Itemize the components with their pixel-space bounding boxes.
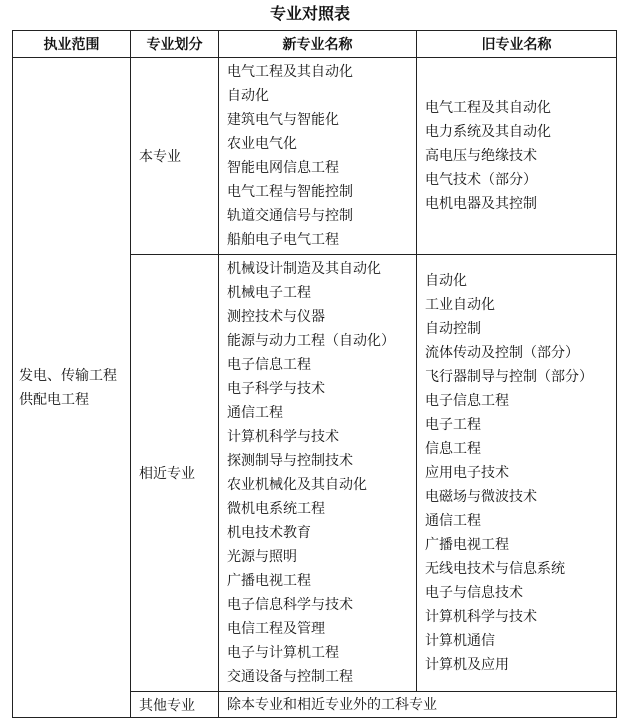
major-name-item: 机电技术教育 xyxy=(227,525,311,541)
major-name-item: 探测制导与控制技术 xyxy=(227,453,353,469)
major-name-item: 信息工程 xyxy=(425,441,481,457)
table-row-same-major xyxy=(13,58,617,255)
major-name-item: 微机电系统工程 xyxy=(227,501,325,517)
new-names-related xyxy=(219,255,417,692)
major-name-item: 建筑电气与智能化 xyxy=(227,112,339,128)
major-name-item: 船舶电子电气工程 xyxy=(227,232,339,248)
major-name-item: 飞行器制导与控制（部分） xyxy=(425,369,593,385)
major-name-item: 智能电网信息工程 xyxy=(227,160,339,176)
major-name-item: 电气工程及其自动化 xyxy=(227,64,353,80)
major-name-item: 自动控制 xyxy=(425,321,481,337)
major-name-item: 测控技术与仪器 xyxy=(227,309,325,325)
major-name-item: 电子工程 xyxy=(425,417,481,433)
major-name-item: 光源与照明 xyxy=(227,549,297,565)
major-name-item: 计算机通信 xyxy=(425,633,495,649)
header-old-name: 旧专业名称 xyxy=(417,31,617,58)
scope-cell xyxy=(13,58,131,718)
header-division: 专业划分 xyxy=(131,31,219,58)
major-name-item: 电力系统及其自动化 xyxy=(425,124,551,140)
major-name-item: 机械电子工程 xyxy=(227,285,311,301)
major-name-item: 电子信息工程 xyxy=(227,357,311,373)
major-name-item: 广播电视工程 xyxy=(227,573,311,589)
new-names-same xyxy=(219,58,417,255)
major-name-item: 农业电气化 xyxy=(227,136,297,152)
major-name-item: 电气技术（部分） xyxy=(425,172,537,188)
major-name-item: 自动化 xyxy=(425,273,467,289)
division-related: 相近专业 xyxy=(131,255,219,692)
major-name-item: 计算机科学与技术 xyxy=(227,429,339,445)
major-name-item: 电子信息科学与技术 xyxy=(227,597,353,613)
major-name-item: 电子信息工程 xyxy=(425,393,509,409)
old-names-related xyxy=(417,255,617,692)
division-same: 本专业 xyxy=(131,58,219,255)
scope-line: 供配电工程 xyxy=(19,391,89,408)
major-name-item: 工业自动化 xyxy=(425,297,495,313)
major-name-item: 电子与信息技术 xyxy=(425,585,523,601)
major-name-item: 自动化 xyxy=(227,88,269,104)
header-scope: 执业范围 xyxy=(13,31,131,58)
major-name-item: 轨道交通信号与控制 xyxy=(227,208,353,224)
major-name-item: 计算机科学与技术 xyxy=(425,609,537,625)
major-name-item: 机械设计制造及其自动化 xyxy=(227,261,381,277)
major-name-item: 能源与动力工程（自动化） xyxy=(227,333,395,349)
major-name-item: 高电压与绝缘技术 xyxy=(425,148,537,164)
header-new-name: 新专业名称 xyxy=(219,31,417,58)
major-name-item: 电信工程及管理 xyxy=(227,621,325,637)
major-name-item: 电气工程及其自动化 xyxy=(425,100,551,116)
major-name-item: 电子与计算机工程 xyxy=(227,645,339,661)
major-name-item: 计算机及应用 xyxy=(425,657,509,673)
major-name-item: 电子科学与技术 xyxy=(227,381,325,397)
division-other: 其他专业 xyxy=(131,692,219,718)
major-name-item: 流体传动及控制（部分） xyxy=(425,345,579,361)
major-name-item: 无线电技术与信息系统 xyxy=(425,561,565,577)
major-name-item: 应用电子技术 xyxy=(425,465,509,481)
major-name-item: 电机电器及其控制 xyxy=(425,196,537,212)
other-major-text: 除本专业和相近专业外的工科专业 xyxy=(219,692,617,718)
major-name-item: 广播电视工程 xyxy=(425,537,509,553)
page-title: 专业对照表 xyxy=(269,4,350,23)
major-name-item: 农业机械化及其自动化 xyxy=(227,477,367,493)
major-name-item: 通信工程 xyxy=(425,513,481,529)
scope-line: 发电、传输工程 xyxy=(19,367,117,384)
major-name-item: 电磁场与微波技术 xyxy=(425,489,537,505)
major-name-item: 电气工程与智能控制 xyxy=(227,184,353,200)
major-name-item: 通信工程 xyxy=(227,405,283,421)
header-row xyxy=(13,31,617,58)
old-names-same xyxy=(417,58,617,255)
major-name-item: 交通设备与控制工程 xyxy=(227,669,353,685)
major-comparison-table xyxy=(12,30,617,718)
